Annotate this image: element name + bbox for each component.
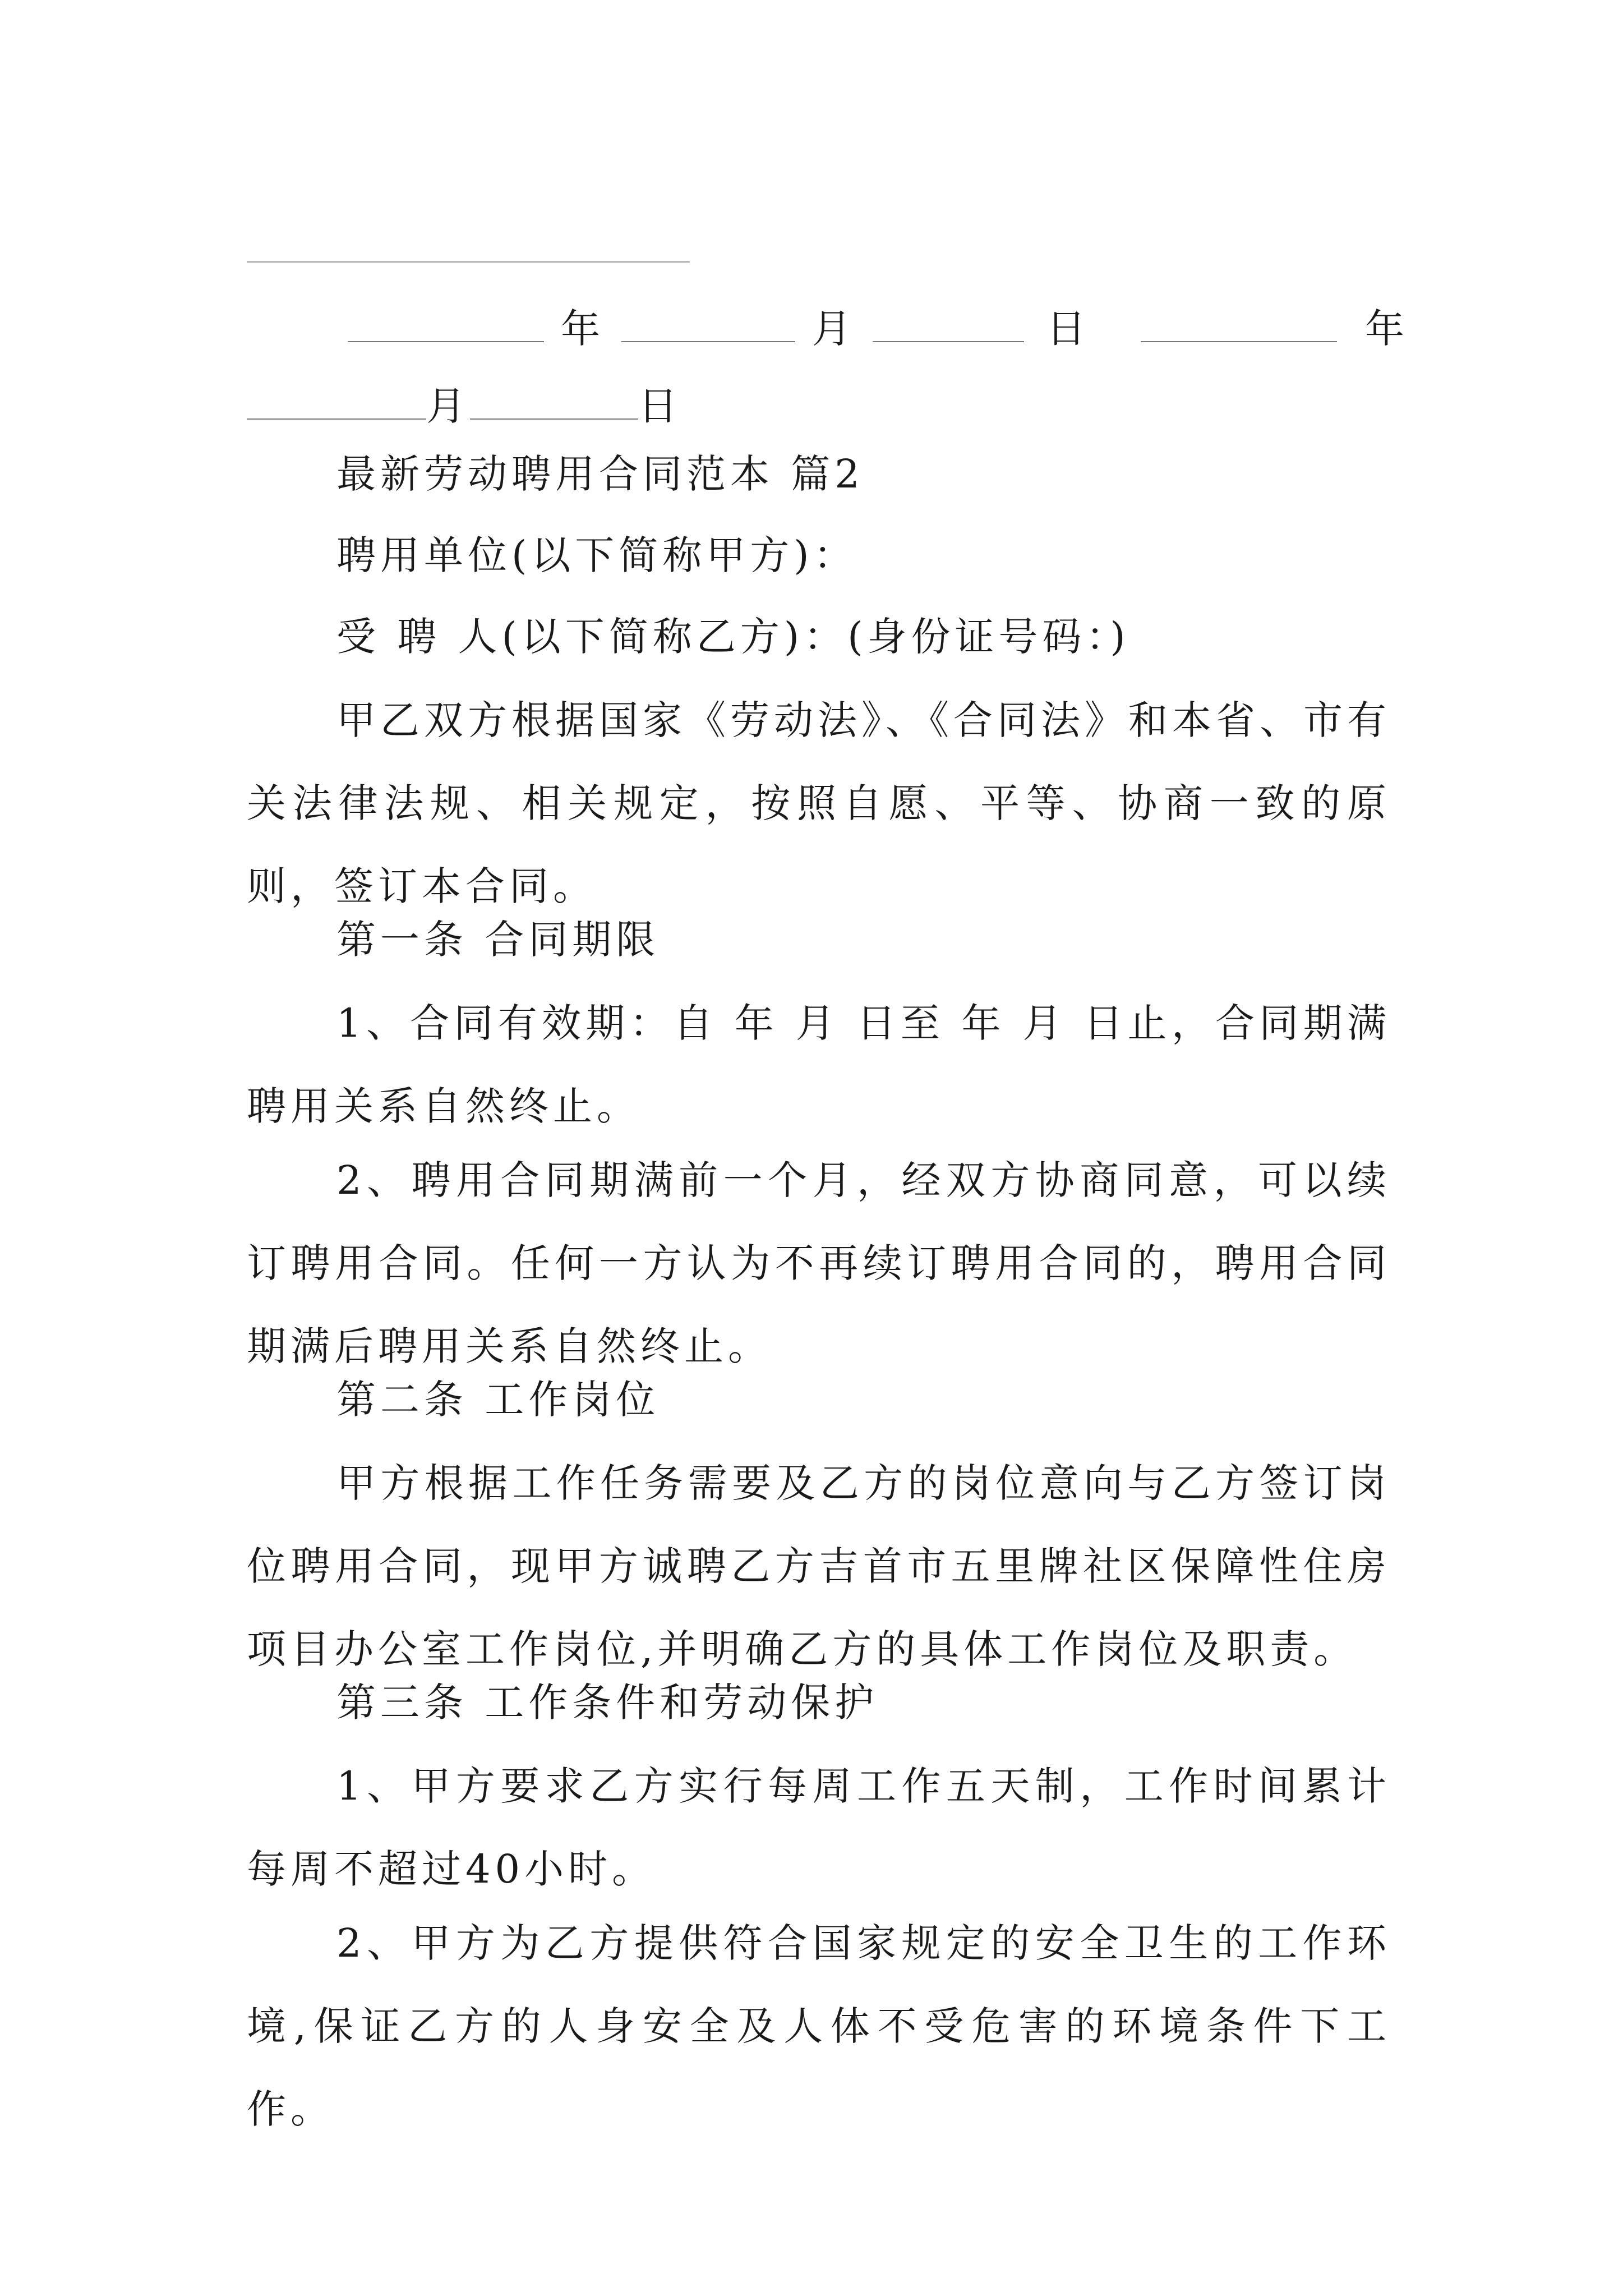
month-blank-2[interactable] [247, 384, 426, 420]
year-blank-1[interactable] [348, 306, 544, 342]
article-1-title: 第一条 合同期限 [336, 917, 660, 963]
day-label-1: 日 [1046, 306, 1090, 352]
month-label-1: 月 [812, 306, 856, 352]
date-line-1 [247, 297, 1409, 354]
employer-line: 聘用单位(以下简称甲方)： [336, 532, 857, 578]
article-2-title: 第二条 工作岗位 [336, 1377, 660, 1423]
month-label-2: 月 [426, 383, 470, 429]
signature-rule [247, 261, 690, 263]
employee-line: 受 聘 人(以下简称乙方)：(身份证号码：) [336, 614, 1130, 660]
year-label-2: 年 [1365, 306, 1409, 352]
day-blank-2[interactable] [470, 384, 638, 420]
month-blank-1[interactable] [621, 306, 795, 342]
article-3-clause-1: 1、甲方要求乙方实行每周工作五天制，工作时间累计每周不超过40小时。 [247, 1763, 1391, 1892]
day-label-2: 日 [638, 383, 682, 429]
article-3-title: 第三条 工作条件和劳动保护 [336, 1680, 879, 1726]
article-2-body: 甲方根据工作任务需要及乙方的岗位意向与乙方签订岗位聘用合同，现甲方诚聘乙方吉首市五里牌社区保障性住房项目办公室工作岗位,并明确乙方的具体工作岗位及职责。 [247, 1460, 1391, 1672]
section-title: 最新劳动聘用合同范本 篇2 [336, 451, 864, 497]
year-blank-2[interactable] [1141, 306, 1337, 342]
article-1-clause-1: 1、合同有效期：自 年 月 日至 年 月 日止，合同期满聘用关系自然终止。 [247, 1000, 1391, 1129]
day-blank-1[interactable] [873, 306, 1024, 342]
article-1-clause-2: 2、聘用合同期满前一个月，经双方协商同意，可以续订聘用合同。任何一方认为不再续订聘用合同的，聘用合同期满后聘用关系自然终止。 [247, 1157, 1391, 1369]
article-3-clause-2: 2、甲方为乙方提供符合国家规定的安全卫生的工作环境,保证乙方的人身安全及人体不受危害的环境条件下工作。 [247, 1920, 1391, 2132]
year-label-1: 年 [561, 306, 605, 352]
intro-paragraph: 甲乙双方根据国家《劳动法》、《合同法》和本省、市有关法律法规、相关规定，按照自愿、平等、协商一致的原则，签订本合同。 [247, 697, 1391, 909]
date-line-2 [247, 375, 1391, 431]
